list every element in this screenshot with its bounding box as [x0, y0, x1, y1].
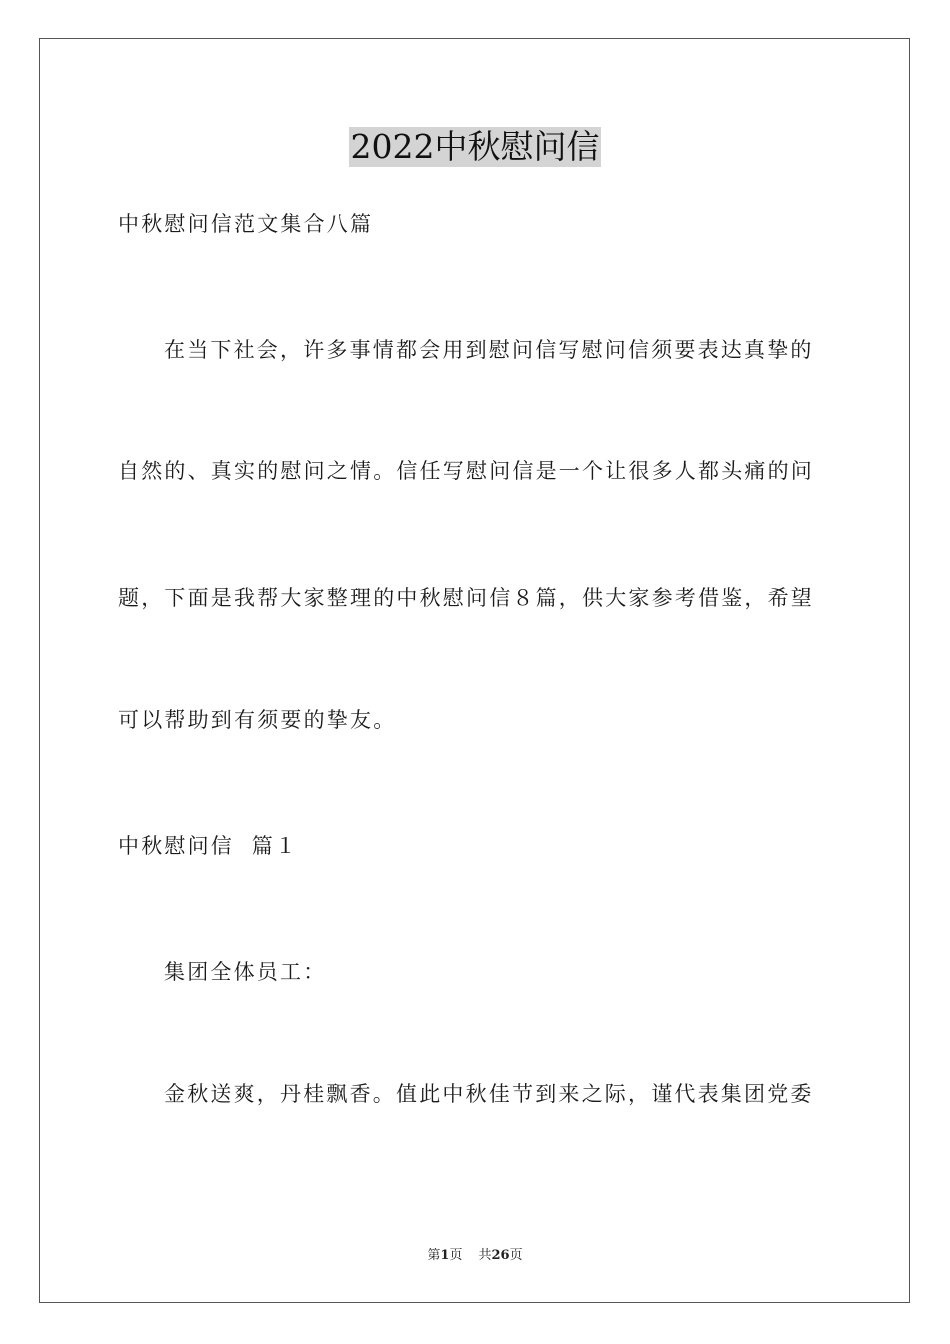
- intro-line-3: 题，下面是我帮大家整理的中秋慰问信８篇，供大家参考借鉴，希望: [118, 586, 814, 610]
- intro-line-4: 可以帮助到有须要的挚友。: [118, 708, 397, 732]
- footer-page-unit: 页: [449, 1248, 463, 1263]
- footer-page-current: 1: [440, 1248, 450, 1263]
- document-subtitle: 中秋慰问信范文集合八篇: [118, 212, 374, 236]
- body-line-1: 金秋送爽，丹桂飘香。值此中秋佳节到来之际，谨代表集团党委: [164, 1082, 814, 1106]
- footer-page-total: 26: [491, 1248, 510, 1263]
- section-heading: 中秋慰问信 篇１: [118, 834, 299, 858]
- intro-line-2: 自然的、真实的慰问之情。信任写慰问信是一个让很多人都头痛的问: [118, 459, 814, 483]
- footer-page-prefix: 第: [427, 1248, 441, 1263]
- title-container: [0, 127, 950, 167]
- salutation: 集团全体员工：: [164, 960, 327, 984]
- page-footer: [0, 1247, 950, 1265]
- footer-total-unit: 页: [509, 1248, 523, 1263]
- document-title: 2022中秋慰问信: [350, 127, 600, 166]
- intro-line-1: 在当下社会，许多事情都会用到慰问信写慰问信须要表达真挚的: [164, 338, 814, 362]
- footer-total-prefix: 共: [478, 1248, 492, 1263]
